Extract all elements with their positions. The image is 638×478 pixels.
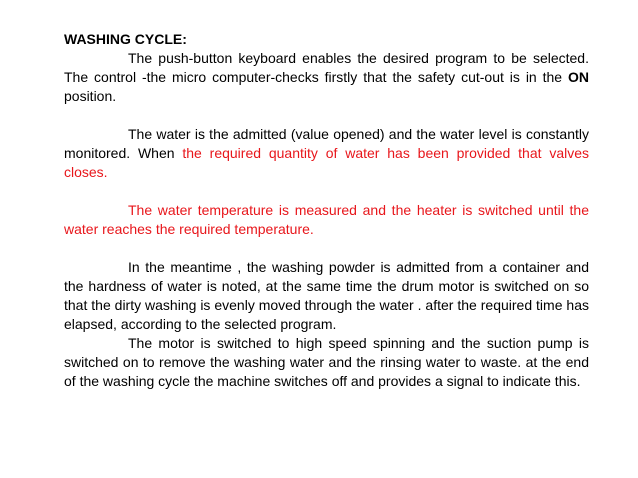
paragraph-spin-cycle bbox=[64, 334, 589, 391]
paragraph-water-temperature bbox=[64, 201, 589, 239]
highlighted-text: the required quantity of water has been provided that valves closes. bbox=[64, 145, 590, 180]
paragraph-text: The water is the admitted (value opened) and the water level is constantly monitored. When bbox=[64, 126, 589, 161]
slide-text-body bbox=[64, 30, 589, 391]
paragraph-program-selection bbox=[64, 49, 589, 106]
paragraph-text: The motor is switched to high speed spinning and the suction pump is switched on to remove the washing water and the rinsing water to waste. at the end of the washing cycle the machine switches off and provides a signal to indicate this. bbox=[64, 335, 589, 389]
paragraph-text: The push-button keyboard enables the desired program to be selected. The control -the micro computer-checks firstly that the safety cut-out is in the bbox=[64, 50, 589, 85]
paragraph-spacer bbox=[64, 239, 589, 258]
paragraph-text: position. bbox=[64, 88, 117, 104]
paragraph-water-admission bbox=[64, 125, 589, 182]
paragraph-text: In the meantime , the washing powder is admitted from a container and the hardness of water is noted, at the same time the drum motor is switched on so that the dirty washing is evenly moved through the water . after the required time has elapsed, according to the selected program. bbox=[64, 259, 589, 332]
highlighted-text: The water temperature is measured and the heater is switched until the water reaches the required temperature. bbox=[64, 202, 589, 237]
paragraph-washing-powder bbox=[64, 258, 589, 334]
section-heading: WASHING CYCLE: bbox=[64, 31, 187, 47]
paragraph-spacer bbox=[64, 106, 589, 125]
on-emphasis: ON bbox=[568, 69, 589, 85]
paragraph-spacer bbox=[64, 182, 589, 201]
